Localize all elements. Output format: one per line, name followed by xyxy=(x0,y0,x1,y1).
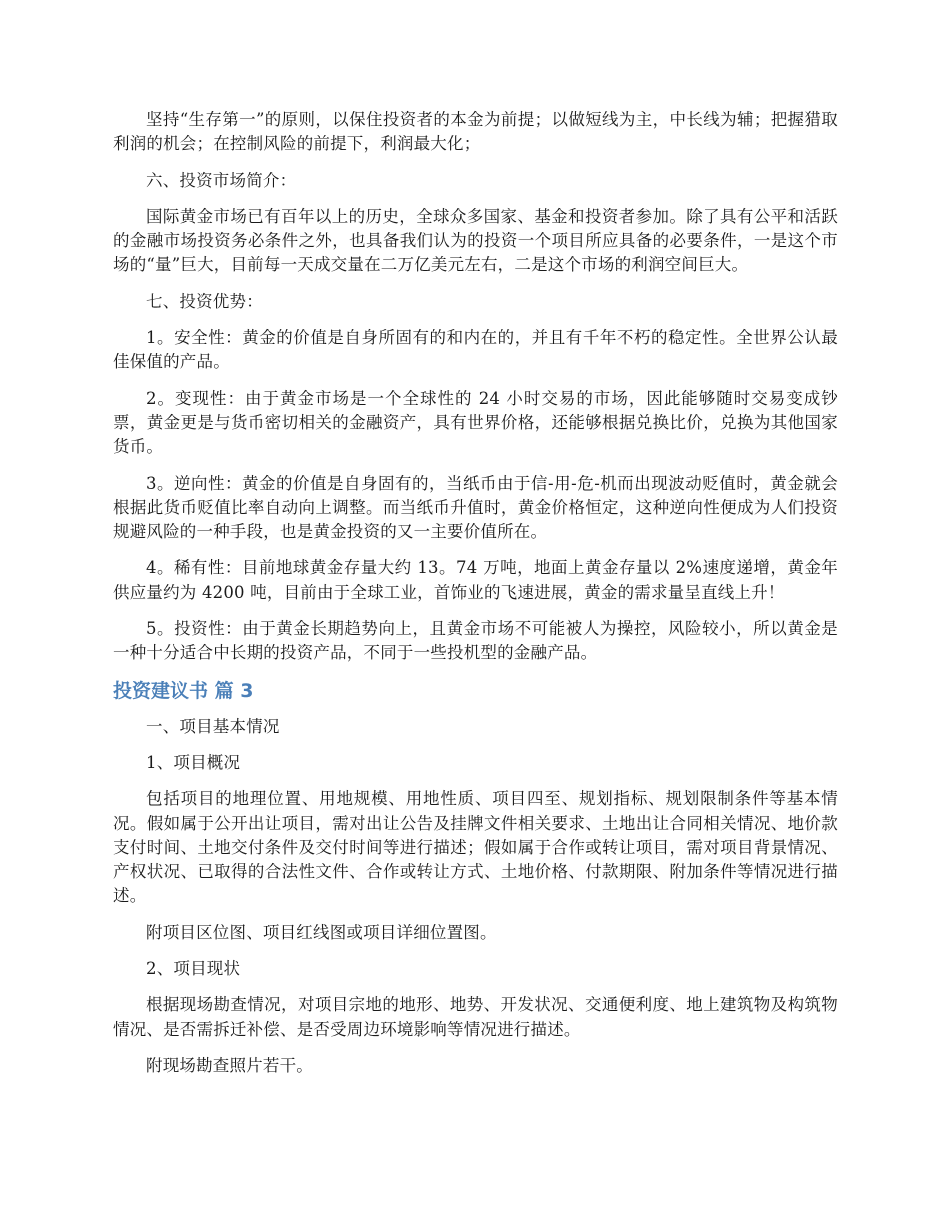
paragraph-attachment-photos: 附现场勘查照片若干。 xyxy=(146,1055,313,1075)
paragraph-overview-title: 1、项目概况 xyxy=(146,752,241,772)
paragraph-advantage-investment: 5。投资性：由于黄金长期趋势向上，且黄金市场不可能被人为操控，风险较小，所以黄金是一种十分适合中长期的投资产品，不同于一些投机型的金融产品。 xyxy=(113,619,838,663)
paragraph-advantage-safety: 1。安全性：黄金的价值是自身所固有的和内在的，并且有千年不朽的稳定性。全世界公认最佳保值的产品。 xyxy=(113,328,838,372)
paragraph-section-six-title: 六、投资市场简介： xyxy=(146,170,297,190)
paragraph-status-title: 2、项目现状 xyxy=(146,959,241,979)
document-page xyxy=(113,108,838,1090)
paragraph-principle: 坚持“生存第一”的原则，以保住投资者的本金为前提；以做短线为主，中长线为辅；把握猎取利润的机会；在控制风险的前提下，利润最大化； xyxy=(113,110,838,154)
paragraph-overview-body: 包括项目的地理位置、用地规模、用地性质、项目四至、规划指标、规划限制条件等基本情况。假如属于公开出让项目，需对出让公告及挂牌文件相关要求、土地出让合同相关情况、地价款支付时间、土地交付条件及交付时间等进行描述；假如属于合作或转让项目，需对项目背景情况、产权状况、已取得的合法性文件、合作或转让方式、土地价格、付款期限、附加条件等情况进行描述。 xyxy=(113,789,838,906)
paragraph-advantage-inverse: 3。逆向性：黄金的价值是自身固有的，当纸币由于信-用-危-机而出现波动贬值时，黄金就会根据此货币贬值比率自动向上调整。而当纸币升值时，黄金价格恒定，这种逆向性便成为人们投资规避风险的一种手段，也是黄金投资的又一主要价值所在。 xyxy=(113,473,838,542)
paragraph-market-intro: 国际黄金市场已有百年以上的历史，全球众多国家、基金和投资者参加。除了具有公平和活跃的金融市场投资务必条件之外，也具备我们认为的投资一个项目所应具备的必要条件，一是这个市场的“量”巨大，目前每一天成交量在二万亿美元左右，二是这个市场的利润空间巨大。 xyxy=(113,206,838,275)
paragraph-basic-info-title: 一、项目基本情况 xyxy=(146,716,280,736)
paragraph-advantage-liquidity: 2。变现性：由于黄金市场是一个全球性的 24 小时交易的市场，因此能够随时交易变成钞票，黄金更是与货币密切相关的金融资产，具有世界价格，还能够根据兑换比价，兑换为其他国家货币。 xyxy=(113,388,838,457)
paragraph-attachment-maps: 附项目区位图、项目红线图或项目详细位置图。 xyxy=(146,922,497,942)
section-heading: 投资建议书 篇 3 xyxy=(113,679,254,702)
paragraph-advantage-scarcity: 4。稀有性：目前地球黄金存量大约 13。74 万吨，地面上黄金存量以 2%速度递增，黄金年供应量约为 4200 吨，目前由于全球工业，首饰业的飞速进展，黄金的需求量呈直线上升！ xyxy=(113,558,838,602)
paragraph-section-seven-title: 七、投资优势： xyxy=(146,291,263,311)
paragraph-status-body: 根据现场勘查情况，对项目宗地的地形、地势、开发状况、交通便利度、地上建筑物及构筑物情况、是否需拆迁补偿、是否受周边环境影响等情况进行描述。 xyxy=(113,995,838,1039)
